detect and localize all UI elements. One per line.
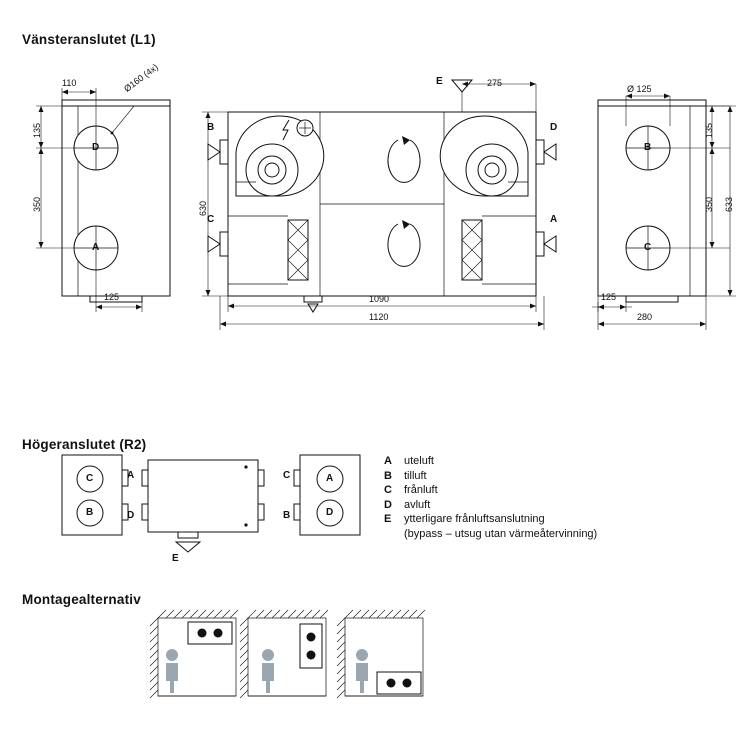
legend-item bbox=[384, 455, 597, 467]
dim-135-right: 135 bbox=[704, 122, 714, 138]
mounting-options bbox=[150, 610, 425, 698]
left-side-elevation bbox=[36, 88, 170, 312]
port-label-c: C bbox=[207, 214, 215, 225]
legend-key: D bbox=[384, 498, 392, 511]
port-label-a-left: A bbox=[92, 242, 100, 253]
section-title-left: Vänsteranslutet (L1) bbox=[22, 32, 156, 47]
port-label-b-right: B bbox=[644, 142, 652, 153]
dim-350-left: 350 bbox=[32, 196, 42, 212]
dim-350-right: 350 bbox=[704, 196, 714, 212]
dim-1120: 1120 bbox=[369, 312, 389, 322]
dim-125-right: 125 bbox=[601, 292, 617, 302]
r2-label-e: E bbox=[172, 553, 179, 564]
r2-schematic bbox=[62, 455, 360, 552]
r2-label-b-left: B bbox=[86, 507, 94, 518]
dim-diam160: Ø160 (4x) bbox=[122, 61, 160, 94]
r2-label-a-arrow: A bbox=[127, 470, 135, 481]
legend-key: C bbox=[384, 484, 392, 496]
center-front-view bbox=[202, 80, 556, 330]
dim-633-right: 633 bbox=[724, 196, 734, 212]
legend-key: B bbox=[384, 469, 392, 482]
legend-value: tilluft bbox=[404, 469, 427, 482]
legend-value: avluft bbox=[404, 498, 431, 511]
port-label-e: E bbox=[436, 76, 443, 87]
dim-630: 630 bbox=[198, 200, 208, 216]
legend-key: E bbox=[384, 513, 392, 525]
legend-key: A bbox=[384, 455, 392, 467]
section-title-mount: Montagealternativ bbox=[22, 592, 141, 607]
legend-item bbox=[384, 499, 597, 511]
legend-item bbox=[384, 470, 597, 482]
legend-value: frånluft bbox=[404, 484, 438, 496]
port-label-d-left: D bbox=[92, 142, 100, 153]
legend bbox=[384, 455, 597, 542]
port-label-a: A bbox=[550, 214, 558, 225]
r2-label-c-left: C bbox=[86, 473, 94, 484]
legend-value: ytterligare frånluftsanslutning bbox=[404, 513, 545, 525]
r2-label-d-right: D bbox=[326, 507, 334, 518]
dim-110: 110 bbox=[62, 78, 77, 88]
dim-diam125: Ø 125 bbox=[627, 84, 652, 94]
r2-label-a-right: A bbox=[326, 473, 334, 484]
r2-label-c-mid: C bbox=[283, 470, 291, 481]
legend-item bbox=[384, 528, 597, 540]
dim-125-left: 125 bbox=[104, 292, 120, 302]
legend-item bbox=[384, 484, 597, 496]
legend-value: uteluft bbox=[404, 455, 434, 467]
dim-135-left: 135 bbox=[32, 122, 42, 138]
port-label-b: B bbox=[207, 122, 215, 133]
r2-label-b-mid: B bbox=[283, 510, 291, 521]
dim-1090: 1090 bbox=[369, 294, 390, 304]
legend-key bbox=[384, 528, 404, 540]
section-title-right: Högeranslutet (R2) bbox=[22, 437, 147, 452]
r2-label-d-arrow: D bbox=[127, 510, 135, 521]
port-label-c-right: C bbox=[644, 242, 652, 253]
port-label-d: D bbox=[550, 122, 558, 133]
legend-value: (bypass – utsug utan värmeåtervinning) bbox=[404, 527, 598, 540]
dim-275: 275 bbox=[487, 78, 503, 88]
legend-item bbox=[384, 513, 597, 525]
dim-280: 280 bbox=[637, 312, 653, 322]
